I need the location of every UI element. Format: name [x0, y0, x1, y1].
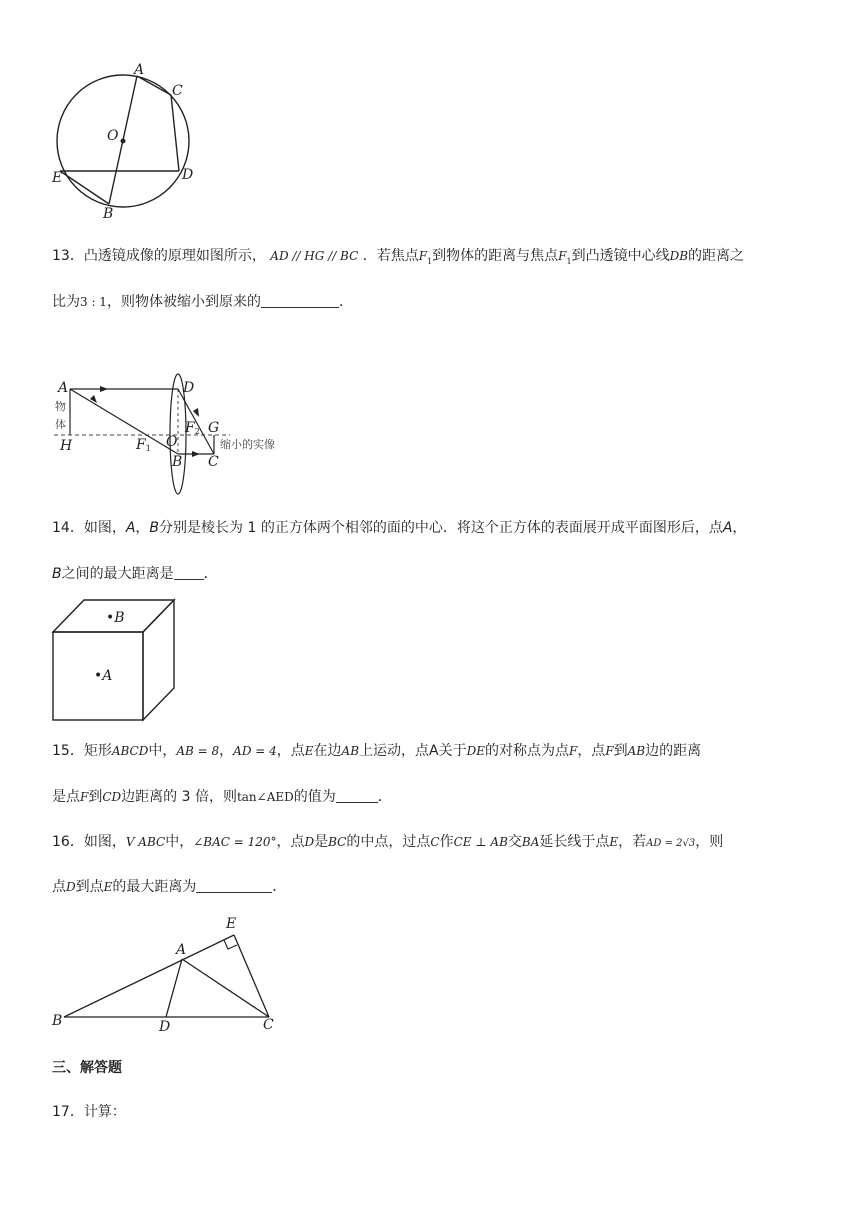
- label-D: D: [183, 380, 195, 396]
- label-B: •B: [106, 610, 125, 626]
- label-H: H: [60, 438, 73, 454]
- label-B: B: [52, 1013, 63, 1029]
- answer-blank-15[interactable]: [336, 788, 378, 803]
- answer-blank-16[interactable]: [196, 878, 272, 893]
- label-B: B: [103, 206, 114, 222]
- label-F1: F1: [136, 437, 151, 453]
- label-C: C: [208, 454, 219, 470]
- question-15-line-1: 15．矩形ABCD中，AB = 8，AD = 4，点E在边AB上运动，点A关于DE的对称点为点F，点F到AB边的距离: [52, 743, 702, 759]
- question-17: 17．计算：: [52, 1104, 126, 1120]
- triangle-figure: [48, 912, 288, 1037]
- label-real-image: 缩小的实像: [220, 438, 275, 451]
- cube-figure: [50, 598, 180, 724]
- question-16-line-2: 点D到点E的最大距离为 ．: [52, 879, 287, 895]
- label-D: D: [182, 167, 194, 183]
- answer-blank-13[interactable]: [261, 293, 339, 308]
- label-E: E: [52, 170, 63, 186]
- label-G: G: [208, 420, 220, 436]
- question-15-line-2: 是点F到CD边距离的 3 倍，则tan∠AED的值为 ．: [52, 789, 392, 805]
- label-F2: F2: [185, 420, 200, 436]
- svg-text:体: 体: [55, 418, 66, 431]
- circle-figure: [45, 58, 225, 228]
- answer-blank-14[interactable]: [174, 565, 204, 580]
- label-A: •A: [94, 668, 113, 684]
- label-E: E: [226, 916, 237, 932]
- question-13-line-2: 比为3 : 1，则物体被缩小到原来的 ．: [52, 294, 353, 310]
- label-A: A: [58, 380, 69, 396]
- label-A: A: [134, 62, 145, 78]
- label-B: B: [172, 454, 183, 470]
- question-13-line-1: 13．凸透镜成像的原理如图所示， AD // HG // BC ．若焦点$F_1$到物体的距离与焦点$F_1$到凸透镜中心线DB的距离之: [52, 248, 745, 266]
- question-14-line-1: 14．如图，A，B分别是棱长为 1 的正方体两个相邻的面的中心．将这个正方体的表面展开成平面图形后，点A，: [52, 520, 747, 536]
- label-C: C: [172, 83, 183, 99]
- svg-text:物: 物: [55, 400, 66, 413]
- label-D: D: [159, 1019, 171, 1035]
- question-16-line-1: 16．如图，V ABC中，∠BAC = 120°，点D是BC的中点，过点C作CE ⊥ AB交BA延长线于点E，若AD = 2√3，则: [52, 834, 724, 850]
- label-O: O: [166, 434, 178, 450]
- section-heading: 三、解答题: [52, 1060, 122, 1076]
- label-O: O: [107, 128, 119, 144]
- question-14-line-2: B之间的最大距离是 ．: [52, 566, 218, 582]
- label-C: C: [263, 1017, 274, 1033]
- lens-figure: [52, 372, 292, 500]
- label-A: A: [176, 942, 187, 958]
